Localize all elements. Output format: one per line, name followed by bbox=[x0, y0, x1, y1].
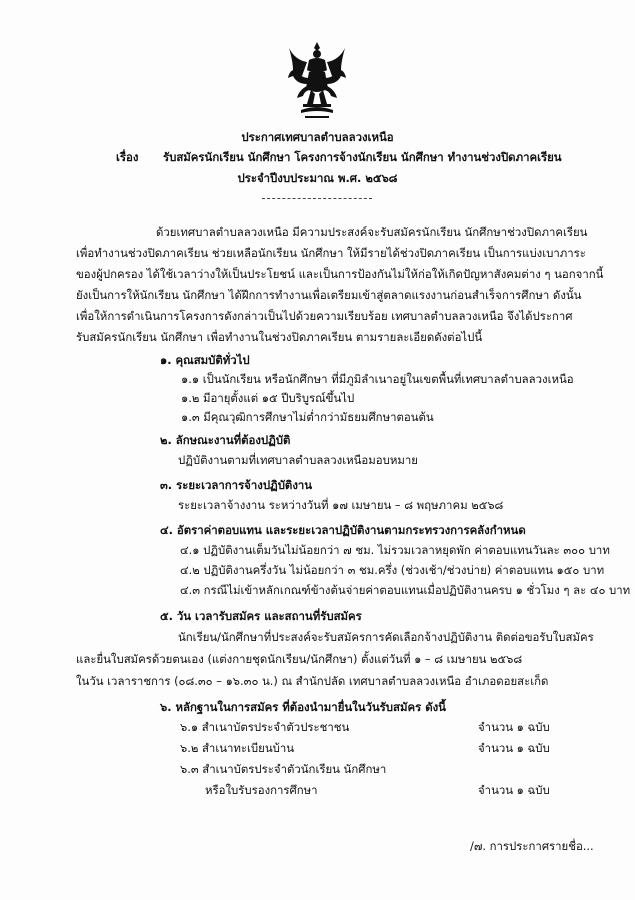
fiscal-year: ประจำปีงบประมาณ พ.ศ. ๒๕๖๘ bbox=[237, 171, 398, 185]
section-6-item: ๖.๒ สำเนาทะเบียนบ้าน bbox=[180, 741, 295, 755]
section-4-title: ๔. อัตราค่าตอบแทน และระยะเวลาปฏิบัติงานตามกระทรวงการคลังกำหนด bbox=[160, 523, 526, 537]
subject-label: เรื่อง bbox=[116, 150, 139, 164]
section-4-item: ๔.๓ กรณีไม่เข้าหลักเกณฑ์ข้างต้นจ่ายค่าตอบแทนเมื่อปฏิบัติงานครบ ๑ ชั่วโมง ๆ ละ ๔๐ บาท bbox=[180, 583, 631, 597]
subject-text: รับสมัครนักเรียน นักศึกษา โครงการจ้างนักเรียน นักศึกษา ทำงานช่วงปิดภาคเรียน bbox=[163, 150, 562, 164]
section-1-item: ๑.๓ มีคุณวุฒิการศึกษาไม่ต่ำกว่ามัธยมศึกษาตอนต้น bbox=[181, 410, 434, 424]
section-2-title: ๒. ลักษณะงานที่ต้องปฏิบัติ bbox=[160, 433, 291, 447]
section-2-text: ปฏิบัติงานตามที่เทศบาลตำบลลวงเหนือมอบหมาย bbox=[178, 453, 418, 467]
continuation-note: /๗. การประกาศรายชื่อ... bbox=[470, 839, 594, 853]
section-1-title: ๑. คุณสมบัติทั่วไป bbox=[160, 353, 250, 367]
announcement-title: ประกาศเทศบาลตำบลลวงเหนือ bbox=[241, 130, 394, 144]
intro-line: ยังเป็นการให้นักเรียน นักศึกษา ได้ฝึกการทำงานเพื่อเตรียมเข้าสู่ตลาดแรงงานก่อนสำเร็จการศึกษา ดังนั้น bbox=[76, 288, 582, 302]
section-6-item: หรือใบรับรองการศึกษา bbox=[205, 783, 318, 797]
section-6-item: ๖.๑ สำเนาบัตรประจำตัวประชาชน bbox=[180, 720, 350, 734]
section-6-item: ๖.๓ สำเนาบัตรประจำตัวนักเรียน นักศึกษา bbox=[180, 762, 387, 776]
intro-line: ของผู้ปกครอง ได้ใช้เวลาว่างให้เป็นประโยชน์ และเป็นการป้องกันไม่ให้ก่อให้เกิดปัญหาสังคมต่าง ๆ นอกจากนี้ bbox=[76, 267, 604, 281]
title-separator bbox=[262, 198, 372, 199]
section-5-line: นักเรียน/นักศึกษาที่ประสงค์จะรับสมัครการคัดเลือกจ้างปฏิบัติงาน ติดต่อขอรับใบสมัคร bbox=[178, 630, 594, 644]
section-3-title: ๓. ระยะเวลาการจ้างปฏิบัติงาน bbox=[160, 478, 313, 492]
section-6-amount: จำนวน ๑ ฉบับ bbox=[478, 783, 550, 797]
section-5-line: และยื่นใบสมัครด้วยตนเอง (แต่งกายชุดนักเรียน/นักศึกษา) ตั้งแต่วันที่ ๑ – ๘ เมษายน ๒๕๖๘ bbox=[76, 652, 523, 666]
section-6-title: ๖. หลักฐานในการสมัคร ที่ต้องนำมายื่นในวันรับสมัคร ดังนี้ bbox=[160, 700, 446, 714]
section-6-amount: จำนวน ๑ ฉบับ bbox=[478, 720, 550, 734]
section-4-item: ๔.๑ ปฏิบัติงานเต็มวันไม่น้อยกว่า ๗ ชม. ไม่รวมเวลาหยุดพัก ค่าตอบแทนวันละ ๓๐๐ บาท bbox=[180, 543, 610, 557]
intro-line: เพื่อให้การดำเนินการโครงการดังกล่าวเป็นไปด้วยความเรียบร้อย เทศบาลตำบลลวงเหนือ จึงได้ประกาศ bbox=[76, 309, 573, 323]
section-5-line: ในวัน เวลาราชการ (๐๘.๓๐ – ๑๖.๓๐ น.) ณ สำนักปลัด เทศบาลตำบลลวงเหนือ อำเภอดอยสะเก็ด bbox=[76, 674, 549, 688]
section-1-item: ๑.๒ มีอายุตั้งแต่ ๑๕ ปีบริบูรณ์ขึ้นไป bbox=[181, 391, 355, 405]
section-1-item: ๑.๑ เป็นนักเรียน หรือนักศึกษา ที่มีภูมิลำเนาอยู่ในเขตพื้นที่เทศบาลตำบลลวงเหนือ bbox=[181, 372, 574, 386]
intro-line: ด้วยเทศบาลตำบลลวงเหนือ มีความประสงค์จะรับสมัครนักเรียน นักศึกษาช่วงปิดภาคเรียน bbox=[156, 225, 588, 239]
garuda-emblem-icon bbox=[287, 40, 347, 122]
intro-line: รับสมัครนักเรียน นักศึกษา เพื่อทำงานในช่วงปิดภาคเรียน ตามรายละเอียดดังต่อไปนี้ bbox=[76, 330, 483, 344]
section-4-item: ๔.๒ ปฏิบัติงานครึ่งวัน ไม่น้อยกว่า ๓ ชม.ครึ่ง (ช่วงเช้า/ช่วงบ่าย) ค่าตอบแทน ๑๕๐ บาท bbox=[180, 563, 605, 577]
section-3-text: ระยะเวลาจ้างงาน ระหว่างวันที่ ๑๗ เมษายน – ๘ พฤษภาคม ๒๕๖๘ bbox=[178, 498, 504, 512]
intro-line: เพื่อทำงานช่วงปิดภาคเรียน ช่วยเหลือนักเรียน นักศึกษา ให้มีรายได้ช่วงปิดภาคเรียน เป็นการแบ่งเบาภาระ bbox=[76, 246, 586, 260]
section-5-title: ๕. วัน เวลารับสมัคร และสถานที่รับสมัคร bbox=[160, 609, 362, 623]
section-6-amount: จำนวน ๑ ฉบับ bbox=[478, 741, 550, 755]
